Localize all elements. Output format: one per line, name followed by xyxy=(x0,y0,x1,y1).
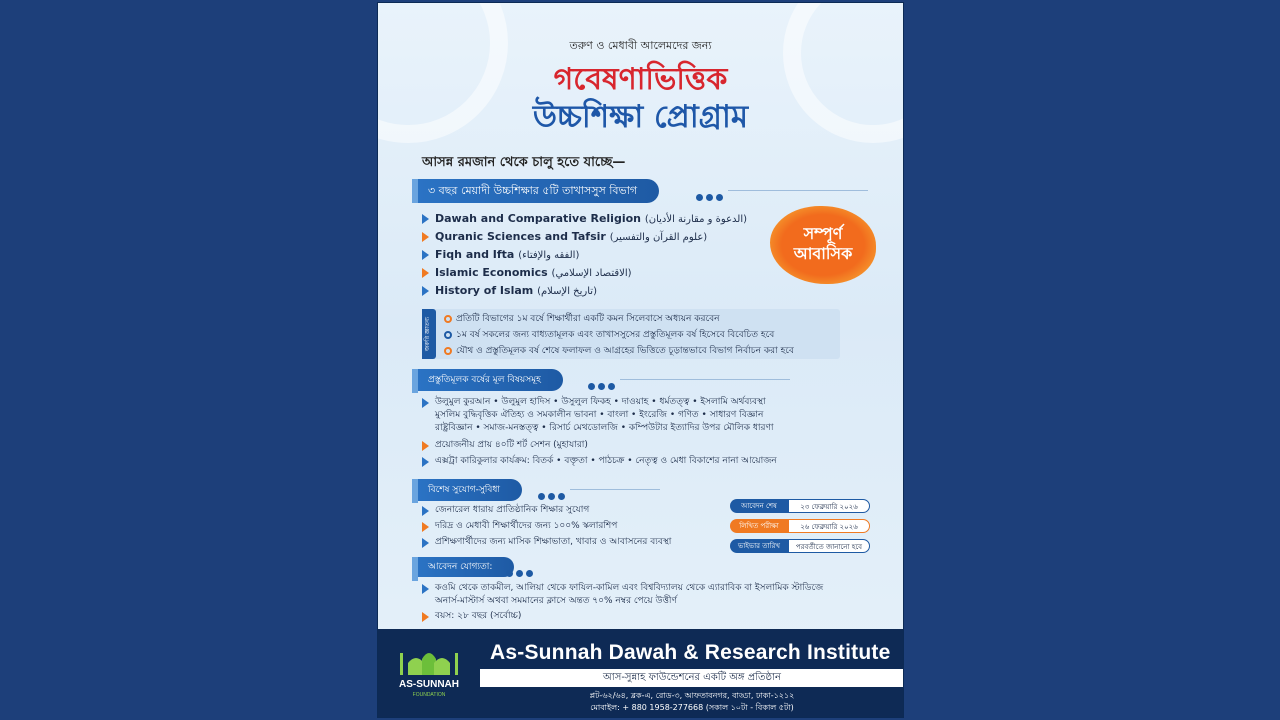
bullet-icon xyxy=(422,250,429,260)
list-item: কওমি থেকে তাকমীল, আলিয়া থেকে ফাযিল-কামিল এবং বিশ্ববিদ্যালয় থেকে এ্যারাবিক বা ইসলামিক স্টাডিজে অনার্স-মাস্টার্স অথবা সমমানের ক্লাসে অন্তত ৭০% নম্বর পেয়ে উত্তীর্ণ xyxy=(422,582,823,608)
list-item: History of Islam (تاريخ الإسلام) xyxy=(422,282,747,300)
list-item: প্রয়োজনীয় প্রায় ৪০টি শর্ট সেশন (মুহাযারা) xyxy=(422,439,777,452)
list-item: বয়স: ২৮ বছর (সর্বোচ্চ) xyxy=(422,610,823,623)
eligibility-heading: আবেদন যোগ্যতা: xyxy=(418,557,514,577)
organization-name: As-Sunnah Dawah & Research Institute xyxy=(490,641,891,664)
bullet-icon xyxy=(422,214,429,224)
note-item: ১ম বর্ষ সকলের জন্য বাধ্যতামূলক এবং তাখাসসুসের প্রস্তুতিমূলক বর্ষ হিসেবে বিবেচিত হবে xyxy=(444,327,794,343)
intro-text: আসন্ন রমজান থেকে চালু হতে যাচ্ছে— xyxy=(422,155,626,170)
bullet-icon xyxy=(422,506,429,516)
ring-bullet-icon xyxy=(444,331,452,339)
eligibility-list xyxy=(422,582,823,623)
contact-info: প্লট-৬২/৬৪, ব্লক-এ, রোড-৩, আফতাবনগর, বাড্ডা, ঢাকা-১২১২ মোবাইল: + 880 1958-277668 (সকাল ১০টা - বিকাল ৫টা) xyxy=(589,691,795,712)
admission-poster: তরুণ ও মেধাবী আলেমদের জন্য গবেষণাভিত্তিক উচ্চশিক্ষা প্রোগ্রাম আসন্ন রমজান থেকে চালু হতে যাচ্ছে— ৩ বছর মেয়াদী উচ্চশিক্ষার ৫টি তাখাসসুস বিভাগ Dawah and Comparative Religion (الدعوة و مقارنة الأديان) Quranic Sciences and Tafsir (علوم القرآن والتفسير) Fiqh and Ifta (الفقه والإفتاء) Islamic Economics (الاقتصاد الإسلامي) History of Islam (تاريخ الإسلام) সম্পূর্ণ আবাসিক জরুরি জ্ঞাতব্য প্রতিটি বিভাগের ১ম বর্ষে শিক্ষার্থীরা একটি কমন সিলেবাসে অধ্যয়ন করবেন ১ম বর্ষ সকলের জন্য বাধ্যতামূলক এবং তাখাসসুসের প্রস্তুতিমূলক বর্ষ হিসেবে বিবেচিত হবে যৌথ ও প্রস্তুতিমূলক বর্ষ শেষে ফলাফল ও আগ্রহের ভিত্তিতে চূড়ান্তভাবে বিভাগ নির্বাচন করা হবে প্রস্তুতিমূলক বর্ষের মূল বিষয়সমূহ উলুমুল কুরআন • উলুমুল হাদিস • উসুলুল ফিকহ • দাওয়াহ • ধর্মতত্ত্ব • ইসলামি অর্থব্যবস্থা মুসলিম বুদ্ধিবৃত্তিক ঐতিহ্য ও সমকালীন ভাবনা • বাংলা • ইংরেজি • গণিত • সাধারণ বিজ্ঞান রাষ্ট্রবিজ্ঞান • সমাজ-মনস্তত্ত্ব • রিসার্চ মেথডোলজি • কম্পিউটার ইত্যাদির উপর মৌলিক ধারণা প্রয়োজনীয় প্রায় ৪০টি শর্ট সেশন (মুহাযারা) এক্সট্রা কারিকুলার কার্যক্রম: বিতর্ক • বক্তৃতা • পাঠচক্র • নেতৃত্ব ও মেধা বিকাশের নানা আয়োজন বিশেষ সুযোগ-সুবিধা জেনারেল ধারায় প্রাতিষ্ঠানিক শিক্ষার সুযোগ দরিদ্র ও মেধাবী শিক্ষার্থীদের জন্য ১০০% স্কলারশিপ প্রশিক্ষণার্থীদের জন্য মাসিক শিক্ষাভাতা, খাবার ও আবাসনের ব্যবস্থা আবেদন শেষ ২৩ ফেব্রুয়ারি ২০২৬ লিখিত পরীক্ষা ২৬ ফেব্রুয়ারি ২০২৬ ভাইভার তারিখ পরবর্তীতে জানানো হবে আবেদন যোগ্যতা: কওমি থেকে তাকমীল, আলিয়া থেকে ফাযিল-কামিল এবং বিশ্ববিদ্যালয় থেকে এ্যারাবিক বা ইসলামিক স্টাডিজে অনার্স-মাস্টার্স অথবা সমমানের ক্লাসে অন্তত ৭০% নম্বর পেয়ে উত্তীর্ণ বয়স: ২৮ বছর (সর্বোচ্চ) AS-SUNNAH FOUNDATION As-Sunnah Dawah & Research Institute আস-সুন্নাহ ফাউন্ডেশনের একটি অঙ্গ প্রতিষ্ঠান প্লট-৬২/৬৪, ব্লক-এ, রোড-৩, আফতাবনগর, বাড্ডা, ঢাকা-১২১২ মোবাইল: + 880 1958-277668 (সকাল ১০টা - বিকাল ৫টা) xyxy=(377,2,904,718)
organization-subtitle: আস-সুন্নাহ ফাউন্ডেশনের একটি অঙ্গ প্রতিষ্ঠান xyxy=(480,669,904,687)
mosque-icon xyxy=(398,647,460,677)
list-item: জেনারেল ধারায় প্রাতিষ্ঠানিক শিক্ষার সুযোগ xyxy=(422,504,671,517)
benefits-list xyxy=(422,504,671,549)
list-item: Islamic Economics (الاقتصاد الإسلامي) xyxy=(422,264,747,282)
bullet-icon xyxy=(422,538,429,548)
departments-heading: ৩ বছর মেয়াদী উচ্চশিক্ষার ৫টি তাখাসসুস বিভাগ xyxy=(418,179,659,203)
divider-line xyxy=(728,190,868,191)
list-item: দরিদ্র ও মেধাবী শিক্ষার্থীদের জন্য ১০০% স্কলারশিপ xyxy=(422,520,671,533)
list-item: Quranic Sciences and Tafsir (علوم القرآن والتفسير) xyxy=(422,228,747,246)
divider-line xyxy=(570,489,660,490)
list-item: Dawah and Comparative Religion (الدعوة و مقارنة الأديان) xyxy=(422,210,747,228)
bullet-icon xyxy=(422,398,429,408)
bullet-icon xyxy=(422,441,429,451)
as-sunnah-logo: AS-SUNNAH FOUNDATION xyxy=(396,647,462,703)
department-list xyxy=(422,210,747,300)
footer xyxy=(378,629,904,718)
heading-dots xyxy=(588,375,618,383)
bullet-icon xyxy=(422,232,429,242)
bullet-icon xyxy=(422,612,429,622)
title-line-2: উচ্চশিক্ষা প্রোগ্রাম xyxy=(532,99,749,135)
residential-badge: সম্পূর্ণ আবাসিক xyxy=(770,206,876,284)
note-item: প্রতিটি বিভাগের ১ম বর্ষে শিক্ষার্থীরা একটি কমন সিলেবাসে অধ্যয়ন করবেন xyxy=(444,311,794,327)
ring-bullet-icon xyxy=(444,347,452,355)
notes-box xyxy=(422,309,840,359)
bullet-icon xyxy=(422,584,429,594)
list-item: Fiqh and Ifta (الفقه والإفتاء) xyxy=(422,246,747,264)
tagline: তরুণ ও মেধাবী আলেমদের জন্য xyxy=(569,39,712,52)
note-item: যৌথ ও প্রস্তুতিমূলক বর্ষ শেষে ফলাফল ও আগ্রহের ভিত্তিতে চূড়ান্তভাবে বিভাগ নির্বাচন করা হবে xyxy=(444,343,794,359)
bullet-icon xyxy=(422,457,429,467)
prep-list xyxy=(422,396,777,468)
heading-dots xyxy=(696,186,726,194)
heading-dots xyxy=(506,562,536,570)
bullet-icon xyxy=(422,268,429,278)
list-item: এক্সট্রা কারিকুলার কার্যক্রম: বিতর্ক • বক্তৃতা • পাঠচক্র • নেতৃত্ব ও মেধা বিকাশের নানা আয়োজন xyxy=(422,455,777,468)
prep-heading: প্রস্তুতিমূলক বর্ষের মূল বিষয়সমূহ xyxy=(418,369,563,391)
bullet-icon xyxy=(422,286,429,296)
ring-bullet-icon xyxy=(444,315,452,323)
list-item: উলুমুল কুরআন • উলুমুল হাদিস • উসুলুল ফিকহ • দাওয়াহ • ধর্মতত্ত্ব • ইসলামি অর্থব্যবস্থা মুসলিম বুদ্ধিবৃত্তিক ঐতিহ্য ও সমকালীন ভাবনা • বাংলা • ইংরেজি • গণিত • সাধারণ বিজ্ঞান রাষ্ট্রবিজ্ঞান • সমাজ-মনস্তত্ত্ব • রিসার্চ মেথডোলজি • কম্পিউটার ইত্যাদির উপর মৌলিক ধারণা xyxy=(422,396,777,435)
divider-line xyxy=(620,379,790,380)
notes-side-label: জরুরি জ্ঞাতব্য xyxy=(422,309,436,359)
benefits-heading: বিশেষ সুযোগ-সুবিধা xyxy=(418,479,522,501)
bullet-icon xyxy=(422,522,429,532)
heading-dots xyxy=(538,485,568,493)
list-item: প্রশিক্ষণার্থীদের জন্য মাসিক শিক্ষাভাতা, খাবার ও আবাসনের ব্যবস্থা xyxy=(422,536,671,549)
title-line-1: গবেষণাভিত্তিক xyxy=(553,62,728,97)
